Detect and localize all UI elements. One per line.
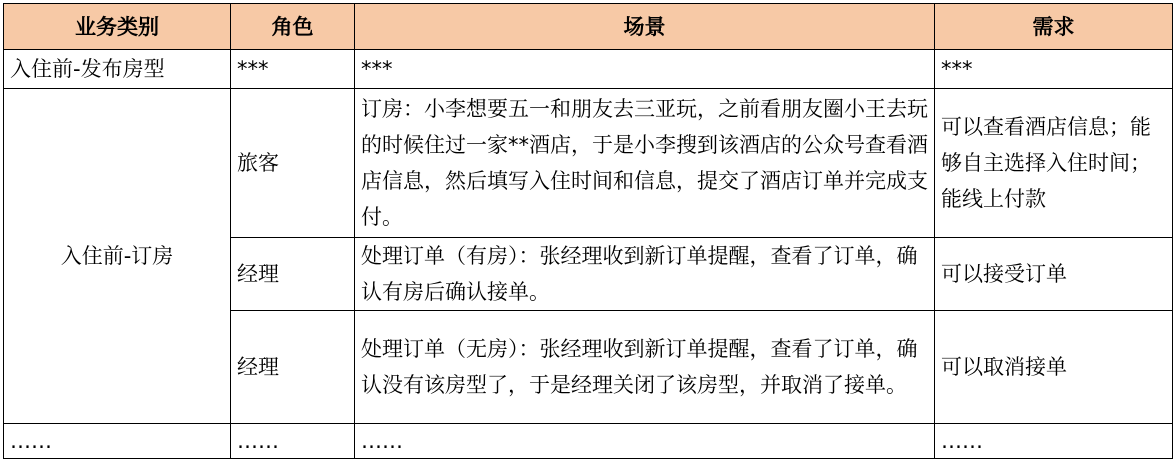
need-text: 可以查看酒店信息；能够自主选择入住时间；能线上付款 [941,115,1151,211]
cell-scene [355,89,935,238]
cell-scene: *** [355,50,935,89]
header-need: 需求 [935,4,1173,50]
table-row [4,50,1173,89]
cell-role: …… [231,424,355,459]
cell-scene: …… [355,424,935,459]
header-scene: 场景 [355,4,935,50]
cell-category: …… [4,424,231,459]
cell-role: *** [231,50,355,89]
table-header-row [4,4,1173,50]
header-category: 业务类别 [4,4,231,50]
requirements-table [3,3,1173,459]
cell-scene [355,311,935,424]
scene-text: 订房：小李想要五一和朋友去三亚玩，之前看朋友圈小王去玩的时候住过一家**酒店，于是小李搜到该酒店的公众号查看酒店信息，然后填写入住时间和信息，提交了酒店订单并完成支付。 [361,97,928,229]
table-row [4,424,1173,459]
table-row [4,89,1173,238]
cell-category: 入住前-订房 [4,89,231,424]
scene-text: 处理订单（无房）：张经理收到新订单提醒，查看了订单，确认没有该房型了，于是经理关闭了该房型，并取消了接单。 [361,337,918,397]
cell-role: 经理 [231,311,355,424]
cell-need: 可以取消接单 [935,311,1173,424]
cell-role: 经理 [231,238,355,311]
cell-category: 入住前-发布房型 [4,50,231,89]
cell-scene [355,238,935,311]
cell-need: …… [935,424,1173,459]
cell-need [935,89,1173,238]
header-role: 角色 [231,4,355,50]
cell-need: *** [935,50,1173,89]
cell-need: 可以接受订单 [935,238,1173,311]
scene-text: 处理订单（有房）：张经理收到新订单提醒，查看了订单，确认有房后确认接单。 [361,244,918,304]
cell-role: 旅客 [231,89,355,238]
